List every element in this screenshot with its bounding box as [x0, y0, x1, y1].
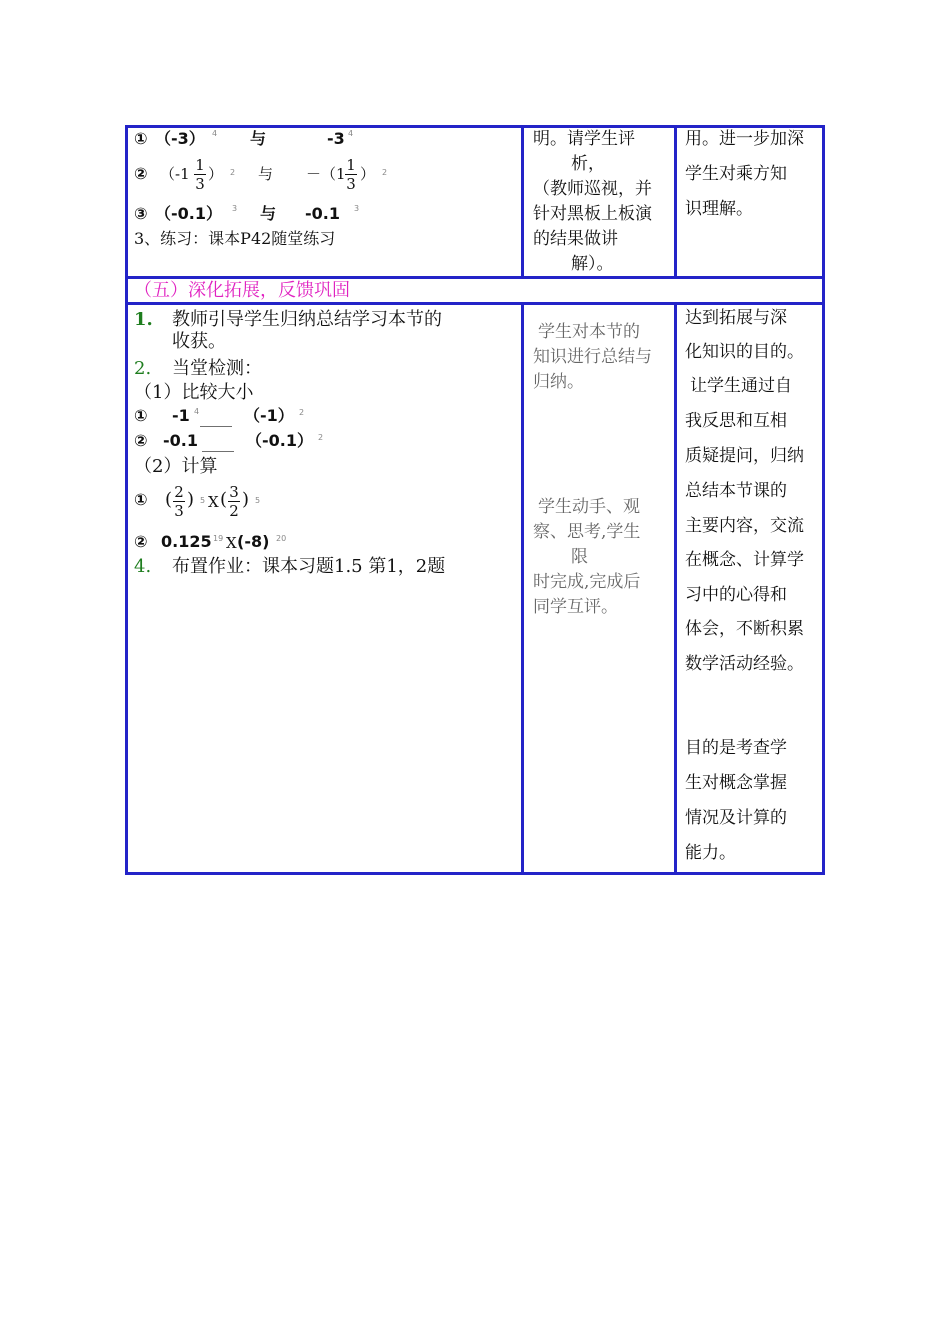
text-line: 总结本节课的: [685, 481, 787, 501]
fraction-numerator: 1: [346, 156, 356, 174]
exponent: 3: [232, 204, 238, 213]
text-line: 针对黑板上板演: [533, 204, 652, 224]
item-number: 2.: [134, 358, 152, 379]
exponent: 4: [212, 129, 218, 138]
exponent: 20: [276, 534, 287, 543]
connector-word: 与: [260, 204, 277, 223]
column-divider-2-top: [674, 125, 677, 278]
item-number: ②: [134, 164, 148, 183]
expression-b-open: －（1: [306, 165, 346, 183]
item-number: ①: [134, 490, 148, 509]
text-line: 教师引导学生归纳总结学习本节的: [172, 309, 442, 330]
times-sign: X: [208, 493, 219, 511]
exponent: 4: [348, 129, 354, 138]
answer-blank: ____: [202, 433, 234, 452]
text-line: 目的是考查学: [685, 738, 787, 758]
text-line: 察、思考,学生: [533, 522, 641, 542]
exponent: 3: [354, 204, 360, 213]
text-line: （教师巡视，并: [533, 179, 652, 199]
fraction: [194, 157, 206, 192]
table-border-top: [125, 125, 825, 128]
item-number: ③: [134, 204, 148, 223]
fraction-denominator: 3: [195, 175, 205, 193]
text-line: 用。进一步加深: [685, 129, 804, 149]
exponent: 2: [382, 168, 388, 177]
exponent: 4: [194, 407, 200, 416]
text-line: 主要内容，交流: [685, 516, 804, 536]
text-line: 化知识的目的。: [685, 342, 804, 362]
fraction-denominator: 3: [346, 175, 356, 193]
practice-line: 3、练习：课本P42随堂练习: [134, 229, 336, 248]
paren-open: (: [220, 489, 228, 510]
column-divider-2-bottom: [674, 302, 677, 875]
subheading: （2）计算: [134, 456, 218, 477]
expression-a: （-3）: [155, 129, 205, 148]
answer-blank: ____: [200, 408, 232, 427]
exponent: 19: [213, 534, 224, 543]
fraction-numerator: 1: [195, 156, 205, 174]
text-line: 时完成,完成后: [533, 572, 641, 592]
text-line: 明。请学生评: [533, 129, 635, 149]
table-border-bottom: [125, 872, 825, 875]
text-line: 在概念、计算学: [685, 550, 804, 570]
fraction-denominator: 2: [229, 502, 239, 520]
text-line: 收获。: [172, 331, 226, 352]
text-line: 让学生通过自: [690, 376, 792, 396]
connector-word: 与: [258, 165, 274, 183]
expression-b-close: ）: [360, 165, 376, 183]
text-line: 的结果做讲: [533, 229, 618, 249]
fraction: [228, 484, 240, 519]
text-line: 达到拓展与深: [685, 308, 787, 328]
connector-word: 与: [250, 129, 267, 148]
base-value: 0.125: [161, 532, 212, 551]
paren-close: ): [242, 489, 250, 510]
table-border-left: [125, 125, 128, 875]
expression-a: -1: [172, 406, 190, 425]
expression-b: -3: [327, 129, 345, 148]
expression-a-close: ）: [208, 165, 224, 183]
table-border-right: [822, 125, 825, 875]
item-number: 1.: [134, 309, 153, 330]
text-line: 解）。: [571, 254, 614, 274]
column-divider-1-bottom: [521, 302, 524, 875]
text-line: 学生对本节的: [538, 322, 640, 342]
expression-b: （-0.1）: [246, 431, 313, 450]
text-line: 情况及计算的: [685, 808, 787, 828]
fraction: [173, 484, 185, 519]
text-line: 当堂检测：: [172, 358, 262, 379]
text-line: 能力。: [685, 843, 736, 863]
text-line: 学生对乘方知: [685, 164, 787, 184]
item-number: 4.: [134, 556, 152, 577]
text-line: 体会，不断积累: [685, 619, 804, 639]
paren-close: ): [187, 489, 195, 510]
text-line: 质疑提问，归纳: [685, 446, 804, 466]
exponent: 2: [230, 168, 236, 177]
row-divider-header: [125, 302, 825, 305]
text-line: 析，: [571, 154, 605, 174]
exponent: 2: [299, 408, 305, 417]
times-sign: X: [226, 534, 237, 552]
column-divider-1-top: [521, 125, 524, 278]
fraction: [345, 157, 357, 192]
text-line: 数学活动经验。: [685, 654, 804, 674]
section-heading: （五）深化拓展，反馈巩固: [134, 280, 350, 301]
exponent: 5: [255, 496, 261, 505]
row-divider-top: [125, 276, 825, 279]
fraction-denominator: 3: [174, 502, 184, 520]
item-number: ①: [134, 129, 148, 148]
item-number: ①: [134, 406, 148, 425]
subheading: （1）比较大小: [134, 382, 254, 403]
text-line: 归纳。: [533, 372, 584, 392]
text-line: 我反思和互相: [685, 411, 787, 431]
text-line: 布置作业：课本习题1.5 第1，2题: [172, 556, 446, 577]
text-line: 习中的心得和: [685, 585, 787, 605]
text-line: 识理解。: [685, 199, 753, 219]
text-line: 生对概念掌握: [685, 773, 787, 793]
fraction-numerator: 2: [174, 483, 184, 501]
exponent: 5: [200, 496, 206, 505]
expression-a: -0.1: [163, 431, 198, 450]
expression-b: -0.1: [305, 204, 340, 223]
expression-a-open: （-1: [160, 165, 190, 183]
fraction-numerator: 3: [229, 483, 239, 501]
item-number: ②: [134, 532, 148, 551]
text-line: 知识进行总结与: [533, 347, 652, 367]
paren-open: (: [165, 489, 173, 510]
text-line: 学生动手、观: [538, 497, 640, 517]
item-number: ②: [134, 431, 148, 450]
exponent: 2: [318, 433, 324, 442]
text-line: 限: [571, 547, 588, 567]
expression-b: （-1）: [244, 406, 294, 425]
base-value: (-8): [237, 532, 270, 551]
expression-a: （-0.1）: [155, 204, 222, 223]
text-line: 同学互评。: [533, 597, 618, 617]
